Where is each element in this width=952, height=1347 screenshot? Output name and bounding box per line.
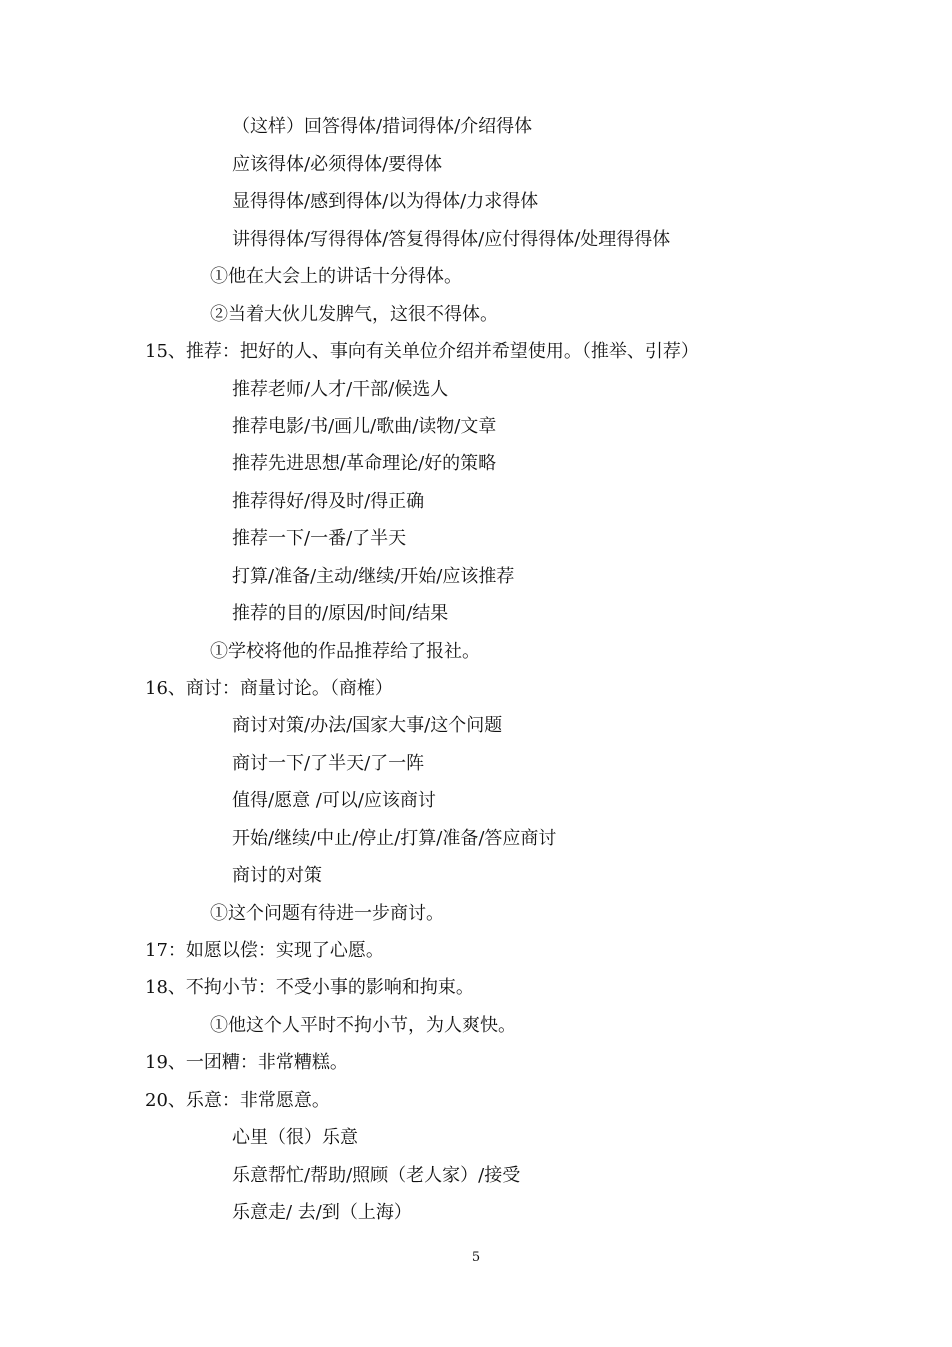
entry-heading: 15、推荐：把好的人、事向有关单位介绍并希望使用。（推举、引荐） [145, 341, 699, 362]
entry-heading: 19、一团糟：非常糟糕。 [145, 1052, 348, 1073]
collocation-line: 乐意走/ 去/到（上海） [232, 1202, 412, 1223]
collocation-line: 商讨的对策 [232, 865, 322, 886]
collocation-line: 打算/准备/主动/继续/开始/应该推荐 [232, 566, 515, 587]
collocation-line: 心里（很）乐意 [232, 1127, 358, 1148]
collocation-line: 显得得体/感到得体/以为得体/力求得体 [232, 191, 539, 212]
collocation-line: 应该得体/必须得体/要得体 [232, 154, 443, 175]
collocation-line: 值得/愿意 /可以/应该商讨 [232, 790, 436, 811]
page-number: 5 [471, 1250, 481, 1265]
collocation-line: 推荐老师/人才/干部/候选人 [232, 379, 449, 400]
collocation-line: 推荐得好/得及时/得正确 [232, 491, 425, 512]
example-sentence: ①学校将他的作品推荐给了报社。 [210, 641, 480, 662]
collocation-line: 商讨对策/办法/国家大事/这个问题 [232, 715, 503, 736]
collocation-line: 推荐电影/书/画儿/歌曲/读物/文章 [232, 416, 497, 437]
entry-heading: 18、不拘小节：不受小事的影响和拘束。 [145, 977, 474, 998]
entry-heading: 20、乐意：非常愿意。 [145, 1090, 330, 1111]
collocation-line: 商讨一下/了半天/了一阵 [232, 753, 425, 774]
collocation-line: 讲得得体/写得得体/答复得得体/应付得得体/处理得得体 [232, 229, 671, 250]
collocation-line: 乐意帮忙/帮助/照顾（老人家）/接受 [232, 1165, 521, 1186]
collocation-line: （这样）回答得体/措词得体/介绍得体 [232, 116, 533, 137]
collocation-line: 推荐一下/一番/了半天 [232, 528, 407, 549]
collocation-line: 推荐的目的/原因/时间/结果 [232, 603, 449, 624]
example-sentence: ①这个问题有待进一步商讨。 [210, 903, 444, 924]
example-sentence: ①他这个人平时不拘小节，为人爽快。 [210, 1015, 516, 1036]
entry-heading: 17：如愿以偿：实现了心愿。 [145, 940, 384, 961]
collocation-line: 开始/继续/中止/停止/打算/准备/答应商讨 [232, 828, 557, 849]
example-sentence: ①他在大会上的讲话十分得体。 [210, 266, 462, 287]
entry-heading: 16、商讨：商量讨论。（商榷） [145, 678, 393, 699]
collocation-line: 推荐先进思想/革命理论/好的策略 [232, 453, 497, 474]
example-sentence: ②当着大伙儿发脾气，这很不得体。 [210, 304, 498, 325]
